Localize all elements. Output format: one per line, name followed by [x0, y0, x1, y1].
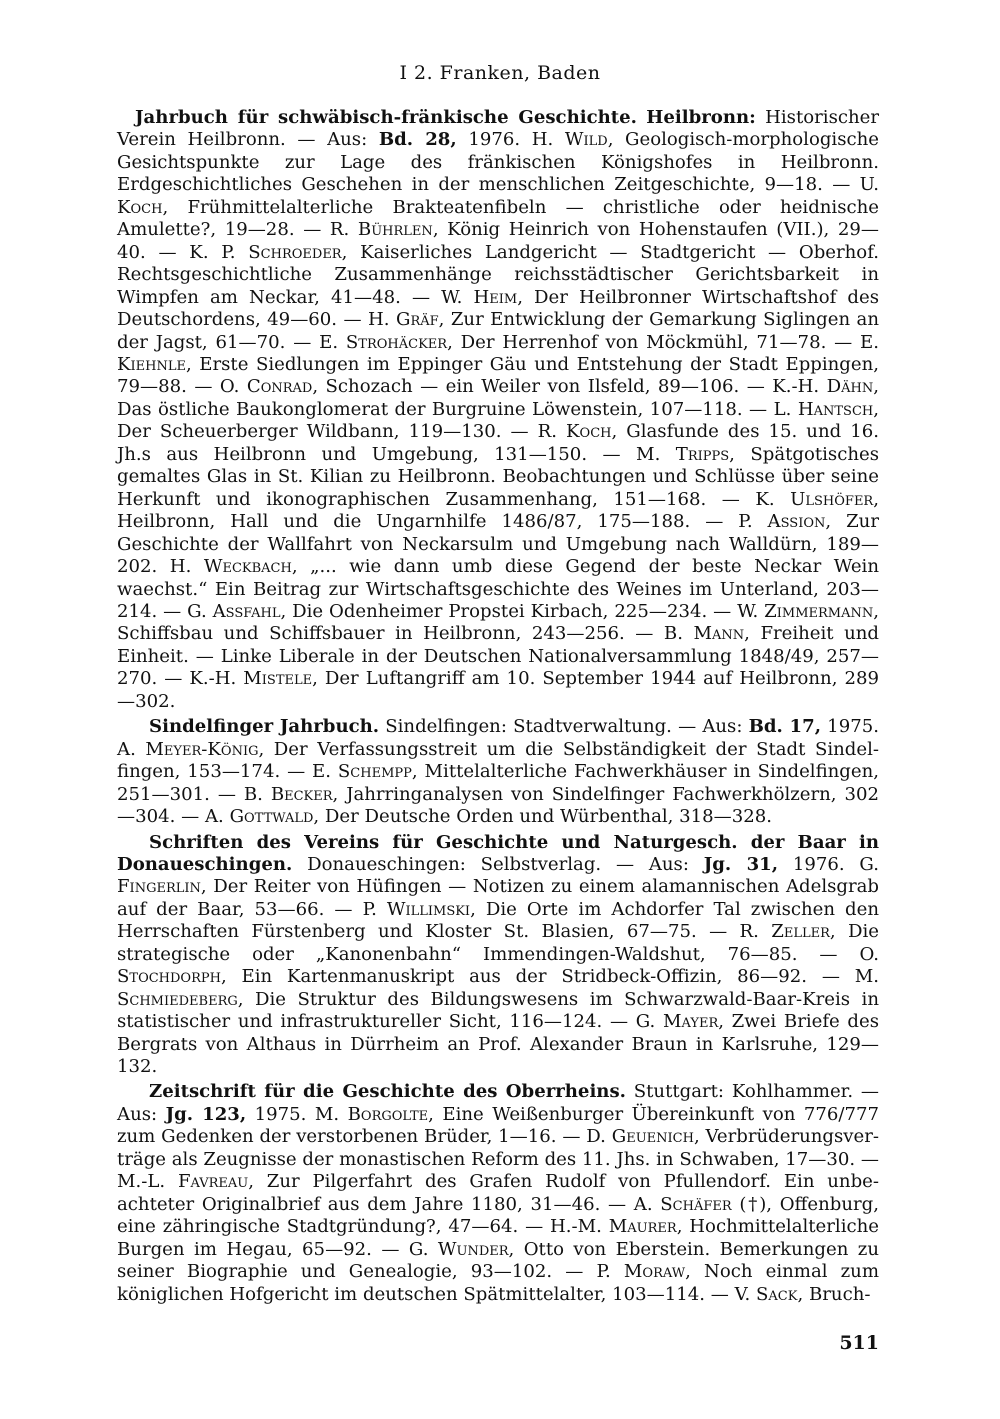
citation-text: 1976. G. [778, 853, 879, 875]
citation-text: , Mittelalterliche Fachwerkhäuser in Sindelfingen, 251—301. — B. [117, 761, 879, 805]
bibliography-entry [117, 1081, 879, 1306]
author-name: Zimmermann [764, 600, 874, 622]
citation-text [637, 107, 646, 128]
running-head: I 2. Franken, Baden [399, 62, 601, 84]
citation-text: , Die Struktur des Bildungswesens im Schwarzwald-Baar-Kreis in statistischer und infrastruktureller Sicht, 116—124. — G. [117, 988, 879, 1033]
author-name: Wunder [437, 1238, 509, 1260]
citation-text: Donaueschingen: Selbstverlag. — Aus: [292, 853, 704, 875]
author-name: Maurer [608, 1216, 677, 1238]
citation-text: , Kaiserliches Landgericht — Stadtgericht — Oberhof. Rechtsgeschichtliche Zusammenhänge reichsstädtischer Gerichtsbarkeit in Wimpfen am Neckar, 41—48. — W. [117, 241, 879, 308]
author-name: Hantsch [797, 398, 874, 420]
citation-text: Historischer Verein Heilbronn. — Aus: [117, 107, 879, 151]
citation-text: (†), Offenburg, eine zähringische Stadtgründung?, 47—64. — H.-M. [117, 1193, 879, 1238]
author-name: Assion [767, 511, 826, 533]
citation-text: Stuttgart: Kohlhammer. — Aus: [117, 1081, 879, 1125]
author-name: Moraw [623, 1261, 686, 1283]
volume-ref: Bd. 17, [748, 716, 822, 738]
citation-text: , Zur Entwicklung der Gemarkung Siglingen an der Jagst, 61—70. — E. [117, 309, 879, 353]
citation-text: , Heilbronn, Hall und die Ungarnhilfe 1486/87, 175—188. — P. [117, 488, 879, 533]
citation-text: , Hochmittelalterliche Burgen im Hegau, 65—92. — G. [117, 1216, 879, 1260]
bibliography-entry [117, 107, 879, 713]
citation-text: , Glasfunde des 15. und 16. Jh.s aus Heilbronn und Umgebung, 131—150. — M. [117, 421, 879, 465]
journal-title: Jahrbuch für schwäbisch-fränkische Geschichte. [135, 107, 637, 128]
author-name: Gottwald [229, 806, 314, 828]
citation-text: , Zwei Briefe des Bergrats von Althaus in Dürrheim an Prof. Alexander Braun in Karlsruhe, 129—132. [117, 1011, 879, 1078]
citation-text: , Schozach — ein Weiler von Ilsfeld, 89—106. — K.-H. [312, 376, 827, 398]
author-name: Schäfer [660, 1193, 732, 1215]
volume-ref: Heilbronn: [646, 107, 756, 128]
citation-text: , Der Scheuerberger Wildbann, 119—130. — R. [117, 398, 879, 443]
author-name: Zeller [771, 921, 830, 943]
author-name: Strohäcker [345, 331, 448, 353]
citation-text: , Otto von Eberstein. Bemerkungen zu seiner Biographie und Genealogie, 93—102. — P. [117, 1238, 879, 1283]
author-name: Bührlen [357, 219, 433, 241]
journal-title: Zeitschrift für die Geschichte des Oberrheins. [149, 1081, 626, 1103]
citation-text: 1975. A. [117, 716, 879, 760]
author-name: Gräf [396, 309, 439, 331]
journal-title: Schriften des Vereins für Geschichte und Naturgesch. der Baar in Donaueschingen. [117, 831, 879, 875]
author-name: Geuenich [611, 1126, 694, 1148]
citation-text: , Der Heilbronner Wirtschaftshof des Deutschordens, 49—60. — H. [117, 286, 880, 331]
citation-text: , Bruch- [797, 1283, 871, 1305]
author-name: Kiehnle [117, 353, 186, 375]
citation-text: , Der Luftangriff am 10. September 1944 auf Heilbronn, 289—302. [117, 668, 879, 712]
author-name: Assfahl [212, 600, 281, 622]
author-name: Becker [270, 783, 333, 805]
author-name: Stochdorph [117, 966, 221, 988]
author-name: Koch [566, 421, 612, 443]
author-name: Mayer [662, 1011, 719, 1033]
citation-text: , Erste Siedlungen im Eppinger Gäu und Entstehung der Stadt Eppingen, 79—88. — O. [117, 353, 879, 398]
volume-ref: Jg. 123, [165, 1103, 247, 1125]
citation-text: , König Heinrich von Hohenstaufen (VII.), 29—40. — K. P. [117, 219, 879, 263]
author-name: Sack [756, 1283, 798, 1305]
author-name: Schmiedeberg [117, 988, 238, 1010]
volume-ref: Bd. 28, [378, 129, 457, 151]
author-name: Conrad [246, 376, 313, 398]
author-name: Weckbach [203, 556, 292, 578]
citation-text: , Der Verfassungsstreit um die Selbständigkeit der Stadt Sindelfingen, 153—174. — E. [117, 738, 879, 783]
author-name: Fingerlin [117, 876, 201, 898]
citation-text: Sindelfingen: Stadtverwaltung. — Aus: [379, 716, 749, 738]
citation-text: , Der Deutsche Orden und Würbenthal, 318—328. [313, 806, 773, 828]
citation-text: , Eine Weißenburger Übereinkunft von 776/777 zum Gedenken der verstorbenen Brüder, 1—16. — D. [117, 1103, 879, 1148]
citation-text: , Das östliche Baukonglomerat der Burgruine Löwenstein, 107—118. — L. [117, 376, 880, 420]
citation-text: , Verbrüderungsverträge als Zeugnisse der monastischen Reform des 11. Jhs. in Schwaben, 17—30. — M.-L. [117, 1126, 879, 1193]
author-name: Heim [473, 286, 518, 308]
volume-ref: Jg. 31, [703, 853, 779, 875]
citation-text: , Freiheit und Einheit. — Linke Liberale in der Deutschen Nationalversammlung 1848/49, 257—270. — K.-H. [117, 623, 879, 690]
citation-text: , Frühmittelalterliche Brakteatenfibeln — christliche oder heidnische Amulette?, 19—28. — R. [117, 196, 879, 241]
citation-text: , Ein Kartenmanuskript aus der Stridbeck-Offizin, 86—92. — M. [220, 966, 879, 988]
author-name: Schroeder [248, 241, 342, 263]
author-name: Ulshöfer [790, 488, 874, 510]
citation-text: , Zur Pilgerfahrt des Grafen Rudolf von Pfullendorf. Ein unbeachteter Originalbrief aus dem Jahre 1180, 31—46. — A. [117, 1171, 879, 1215]
bibliography-content [117, 107, 879, 1309]
bibliography-entry [117, 716, 879, 828]
author-name: Willimski [386, 898, 471, 920]
citation-text: , Noch einmal zum königlichen Hofgericht im deutschen Spätmittelalter, 103—114. — V. [117, 1261, 879, 1305]
bibliography-entry [117, 832, 879, 1079]
citation-text: , Die Odenheimer Propstei Kirbach, 225—234. — W. [280, 600, 765, 622]
author-name: Mistele [243, 668, 313, 690]
citation-text: , Der Herrenhof von Möckmühl, 71—78. — E. [447, 331, 880, 353]
citation-text: , Die strategische oder „Kanonenbahn“ Immendingen-Waldshut, 76—85. — O. [117, 921, 879, 965]
citation-text: , Zur Geschichte der Wallfahrt von Neckarsulm und Umgebung nach Walldürn, 189—202. H. [117, 511, 879, 578]
author-name: Tripps [675, 443, 730, 465]
author-name: Dähn [826, 376, 874, 398]
author-name: Favreau [177, 1171, 249, 1193]
author-name: Meyer-König [145, 738, 259, 760]
citation-text: 1975. M. [246, 1103, 348, 1125]
citation-text: 1976. H. [456, 129, 565, 151]
author-name: Mann [693, 623, 745, 645]
citation-text: , Der Reiter von Hüfingen — Notizen zu einem alamannischen Adelsgrab auf der Baar, 53—66. — P. [117, 876, 879, 920]
page-number: 511 [839, 1332, 879, 1354]
citation-text: , Die Orte im Achdorfer Tal zwischen den Herrschaften Fürstenberg und Kloster St. Blasien, 67—75. — R. [117, 898, 879, 943]
author-name: Borgolte [347, 1103, 429, 1125]
citation-text: , Geologisch-morphologische Gesichtspunkte zur Lage des fränkischen Königshofes in Heilbronn. Erdgeschichtliches Geschehen in der menschlichen Zeitgeschichte, 9—18. — U. [117, 129, 880, 196]
author-name: Schempp [337, 761, 412, 783]
citation-text: , Spätgotisches gemaltes Glas in St. Kilian zu Heilbronn. Beobachtungen und Schlüsse über seine Herkunft und ikonographischen Zusammenhang, 151—168. — K. [117, 443, 879, 510]
citation-text: , Schiffsbau und Schiffsbauer in Heilbronn, 243—256. — B. [117, 600, 879, 645]
author-name: Koch [117, 196, 163, 218]
author-name: Wild [564, 129, 608, 151]
citation-text: , Jahrringanalysen von Sindelfinger Fachwerkhölzern, 302—304. — A. [117, 783, 879, 828]
journal-title: Sindelfinger Jahrbuch. [149, 716, 380, 738]
citation-text: , „... wie dann umb diese Gegend der beste Neckar Wein waechst.“ Ein Beitrag zur Wirtschaftsgeschichte des Weines im Unterland, 203—214. — G. [117, 556, 880, 622]
